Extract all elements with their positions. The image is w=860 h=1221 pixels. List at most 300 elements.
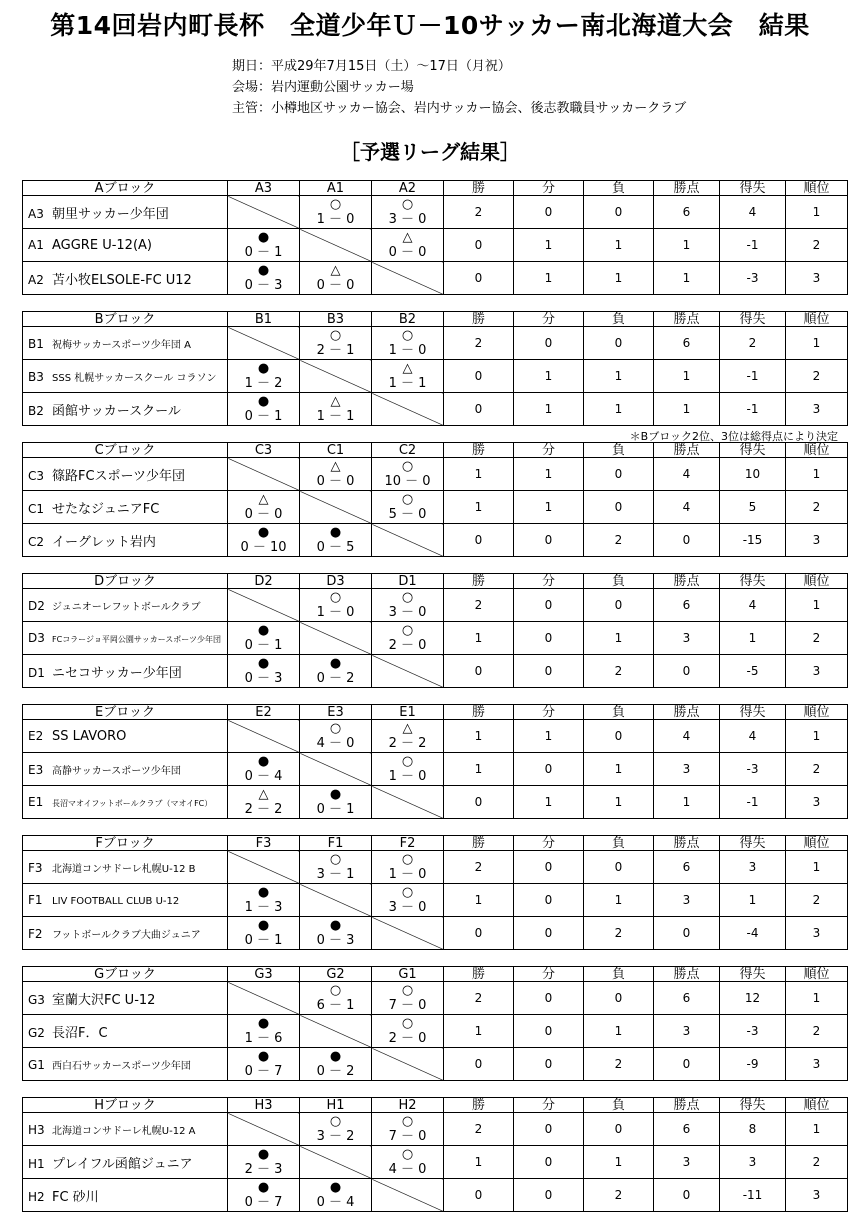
column-team-code: C3 bbox=[228, 443, 300, 458]
stat-value: 1 bbox=[786, 720, 848, 753]
team-code: B1 bbox=[28, 336, 44, 351]
match-score: 0 － 3 bbox=[316, 933, 355, 948]
stat-value: 2 bbox=[584, 655, 654, 688]
team-name: 室蘭大沢FC U-12 bbox=[52, 992, 156, 1008]
stat-value: 0 bbox=[444, 360, 514, 393]
block-name: Gブロック bbox=[23, 967, 228, 982]
team-name: FCコラージョ平岡公園サッカースポーツ少年団 bbox=[52, 635, 221, 644]
league-block bbox=[22, 442, 847, 557]
league-block bbox=[22, 573, 847, 688]
match-result bbox=[372, 1113, 444, 1146]
block-name: Aブロック bbox=[23, 181, 228, 196]
match-result bbox=[228, 884, 300, 917]
team-cell bbox=[23, 458, 228, 491]
match-result bbox=[228, 622, 300, 655]
stat-value: 0 bbox=[654, 1179, 720, 1212]
stat-header: 順位 bbox=[786, 181, 848, 196]
team-code: A3 bbox=[28, 206, 44, 221]
match-result bbox=[300, 262, 372, 295]
stat-value: 1 bbox=[786, 458, 848, 491]
result-mark-icon: ● bbox=[257, 394, 270, 409]
stat-header: 勝点 bbox=[654, 1098, 720, 1113]
match-score: 0 － 1 bbox=[244, 638, 283, 653]
stat-value: 0 bbox=[444, 655, 514, 688]
match-result bbox=[228, 393, 300, 426]
stat-value: 2 bbox=[584, 917, 654, 950]
stat-value: 6 bbox=[654, 1113, 720, 1146]
team-cell bbox=[23, 786, 228, 819]
result-mark-icon: ● bbox=[329, 918, 342, 933]
stat-header: 分 bbox=[514, 443, 584, 458]
team-cell bbox=[23, 1179, 228, 1212]
team-name: SS LAVORO bbox=[52, 728, 127, 744]
result-mark-icon: △ bbox=[330, 263, 341, 278]
stat-value: 1 bbox=[584, 1015, 654, 1048]
stat-value: 3 bbox=[654, 884, 720, 917]
stat-value: 0 bbox=[514, 327, 584, 360]
stat-value: 1 bbox=[654, 360, 720, 393]
match-score: 0 － 4 bbox=[316, 1195, 355, 1210]
stat-value: 1 bbox=[514, 262, 584, 295]
result-mark-icon: ● bbox=[257, 656, 270, 671]
stat-value: 0 bbox=[584, 458, 654, 491]
stat-value: 1 bbox=[720, 622, 786, 655]
match-result bbox=[228, 491, 300, 524]
team-code: C2 bbox=[28, 534, 45, 549]
match-score: 1 － 0 bbox=[316, 212, 355, 227]
team-name: 朝里サッカー少年団 bbox=[52, 206, 169, 222]
team-cell bbox=[23, 917, 228, 950]
stat-value: 2 bbox=[786, 491, 848, 524]
match-result bbox=[300, 982, 372, 1015]
match-result bbox=[228, 1146, 300, 1179]
result-mark-icon: ● bbox=[257, 1016, 270, 1031]
event-organizer: 主管：小樽地区サッカー協会、岩内サッカー協会、後志教職員サッカークラブ bbox=[232, 101, 687, 116]
team-code: D2 bbox=[28, 598, 45, 613]
match-score: 2 － 2 bbox=[244, 802, 283, 817]
match-score: 0 － 0 bbox=[388, 245, 427, 260]
match-score: 2 － 0 bbox=[388, 1031, 427, 1046]
column-team-code: A1 bbox=[300, 181, 372, 196]
stat-header: 負 bbox=[584, 181, 654, 196]
team-row bbox=[23, 982, 848, 1015]
team-code: D3 bbox=[28, 631, 45, 645]
stat-value: 0 bbox=[444, 1179, 514, 1212]
stat-value: 2 bbox=[786, 884, 848, 917]
stat-value: -5 bbox=[720, 655, 786, 688]
stat-value: 3 bbox=[786, 524, 848, 557]
header-row bbox=[23, 443, 848, 458]
team-row bbox=[23, 1015, 848, 1048]
match-score: 10 － 0 bbox=[384, 474, 431, 489]
team-code: A2 bbox=[28, 272, 44, 287]
team-name: FC 砂川 bbox=[52, 1189, 99, 1205]
column-team-code: C1 bbox=[300, 443, 372, 458]
stat-value: 0 bbox=[514, 524, 584, 557]
team-name: SSS 札幌サッカースクール コラソン bbox=[52, 372, 217, 384]
team-cell bbox=[23, 491, 228, 524]
column-team-code: B1 bbox=[228, 312, 300, 327]
stat-value: 0 bbox=[514, 196, 584, 229]
match-score: 0 － 2 bbox=[316, 671, 355, 686]
team-name: AGGRE U-12(A) bbox=[52, 237, 152, 253]
stat-value: 1 bbox=[786, 982, 848, 1015]
stat-header: 勝点 bbox=[654, 705, 720, 720]
stat-header: 勝 bbox=[444, 705, 514, 720]
column-team-code: F3 bbox=[228, 836, 300, 851]
match-result bbox=[228, 655, 300, 688]
stat-value: 6 bbox=[654, 851, 720, 884]
self-match-cell bbox=[300, 1146, 372, 1179]
match-score: 0 － 10 bbox=[240, 540, 287, 555]
stat-value: 0 bbox=[514, 1113, 584, 1146]
match-result bbox=[372, 622, 444, 655]
self-match-cell bbox=[228, 589, 300, 622]
stat-value: 0 bbox=[514, 851, 584, 884]
stat-value: 6 bbox=[654, 589, 720, 622]
stat-value: 3 bbox=[786, 655, 848, 688]
result-mark-icon: △ bbox=[330, 394, 341, 409]
stat-value: 2 bbox=[584, 524, 654, 557]
result-mark-icon: ● bbox=[257, 1049, 270, 1064]
result-mark-icon: △ bbox=[330, 459, 341, 474]
team-row bbox=[23, 393, 848, 426]
stat-header: 負 bbox=[584, 967, 654, 982]
self-match-cell bbox=[372, 655, 444, 688]
stat-value: 0 bbox=[514, 622, 584, 655]
stat-header: 勝点 bbox=[654, 836, 720, 851]
column-team-code: B2 bbox=[372, 312, 444, 327]
team-name: LIV FOOTBALL CLUB U-12 bbox=[52, 896, 180, 907]
stat-value: 1 bbox=[786, 589, 848, 622]
stat-value: 3 bbox=[786, 1048, 848, 1081]
match-score: 0 － 7 bbox=[244, 1064, 283, 1079]
result-mark-icon: △ bbox=[402, 361, 413, 376]
stat-value: 4 bbox=[654, 491, 720, 524]
match-result bbox=[300, 720, 372, 753]
stat-value: 10 bbox=[720, 458, 786, 491]
stat-value: -15 bbox=[720, 524, 786, 557]
column-team-code: D1 bbox=[372, 574, 444, 589]
stat-value: -4 bbox=[720, 917, 786, 950]
section-title: ［予選リーグ結果］ bbox=[340, 140, 520, 164]
stat-value: 1 bbox=[584, 786, 654, 819]
column-team-code: G1 bbox=[372, 967, 444, 982]
stat-header: 勝点 bbox=[654, 967, 720, 982]
match-result bbox=[300, 393, 372, 426]
team-code: H3 bbox=[28, 1122, 45, 1137]
match-result bbox=[300, 786, 372, 819]
result-mark-icon: ○ bbox=[401, 852, 414, 867]
column-team-code: A2 bbox=[372, 181, 444, 196]
result-mark-icon: ● bbox=[329, 1180, 342, 1195]
match-score: 2 － 1 bbox=[316, 343, 355, 358]
stat-header: 負 bbox=[584, 312, 654, 327]
stat-value: 0 bbox=[444, 786, 514, 819]
stat-value: 1 bbox=[444, 622, 514, 655]
team-name: イーグレット岩内 bbox=[52, 534, 156, 550]
stat-value: 1 bbox=[514, 229, 584, 262]
team-cell bbox=[23, 229, 228, 262]
match-score: 5 － 0 bbox=[388, 507, 427, 522]
match-score: 1 － 6 bbox=[244, 1031, 283, 1046]
stat-header: 得失 bbox=[720, 1098, 786, 1113]
stat-value: 2 bbox=[444, 327, 514, 360]
result-mark-icon: ● bbox=[257, 361, 270, 376]
stat-value: 3 bbox=[786, 1179, 848, 1212]
stat-value: 1 bbox=[786, 327, 848, 360]
stat-header: 負 bbox=[584, 836, 654, 851]
self-match-cell bbox=[300, 622, 372, 655]
result-mark-icon: ● bbox=[329, 525, 342, 540]
league-block bbox=[22, 311, 847, 426]
team-cell bbox=[23, 655, 228, 688]
match-score: 1 － 0 bbox=[388, 867, 427, 882]
stat-value: 6 bbox=[654, 982, 720, 1015]
result-mark-icon: ● bbox=[257, 525, 270, 540]
stat-value: 4 bbox=[654, 720, 720, 753]
stat-value: 0 bbox=[514, 1179, 584, 1212]
team-cell bbox=[23, 196, 228, 229]
column-team-code: B3 bbox=[300, 312, 372, 327]
stat-value: 3 bbox=[786, 262, 848, 295]
match-result bbox=[300, 524, 372, 557]
column-team-code: H2 bbox=[372, 1098, 444, 1113]
match-result bbox=[228, 1179, 300, 1212]
match-result bbox=[300, 196, 372, 229]
header-row bbox=[23, 181, 848, 196]
league-table bbox=[22, 966, 848, 1081]
self-match-cell bbox=[300, 753, 372, 786]
match-result bbox=[228, 786, 300, 819]
stat-header: 順位 bbox=[786, 967, 848, 982]
stat-value: 0 bbox=[654, 524, 720, 557]
team-row bbox=[23, 720, 848, 753]
team-row bbox=[23, 622, 848, 655]
match-result bbox=[372, 1015, 444, 1048]
match-result bbox=[300, 917, 372, 950]
team-row bbox=[23, 917, 848, 950]
stat-value: 1 bbox=[786, 196, 848, 229]
stat-value: 6 bbox=[654, 196, 720, 229]
team-cell bbox=[23, 753, 228, 786]
stat-value: 3 bbox=[654, 1146, 720, 1179]
team-cell bbox=[23, 982, 228, 1015]
team-row bbox=[23, 1146, 848, 1179]
team-name: 函館サッカースクール bbox=[52, 403, 181, 419]
result-mark-icon: ● bbox=[329, 787, 342, 802]
match-result bbox=[372, 458, 444, 491]
self-match-cell bbox=[372, 524, 444, 557]
team-code: H1 bbox=[28, 1156, 45, 1171]
stat-value: 5 bbox=[720, 491, 786, 524]
match-score: 1 － 2 bbox=[244, 376, 283, 391]
stat-value: -1 bbox=[720, 393, 786, 426]
league-table bbox=[22, 311, 848, 426]
team-cell bbox=[23, 393, 228, 426]
stat-header: 得失 bbox=[720, 574, 786, 589]
team-cell bbox=[23, 1146, 228, 1179]
stat-header: 負 bbox=[584, 443, 654, 458]
team-row bbox=[23, 1048, 848, 1081]
match-result bbox=[300, 589, 372, 622]
result-mark-icon: ● bbox=[329, 656, 342, 671]
self-match-cell bbox=[228, 1113, 300, 1146]
team-code: C1 bbox=[28, 501, 45, 516]
stat-value: 1 bbox=[514, 360, 584, 393]
match-result bbox=[372, 491, 444, 524]
match-score: 0 － 3 bbox=[244, 278, 283, 293]
team-name: ジュニオーレフットボールクラブ bbox=[52, 601, 201, 613]
self-match-cell bbox=[228, 196, 300, 229]
stat-value: 2 bbox=[786, 1146, 848, 1179]
stat-header: 勝点 bbox=[654, 181, 720, 196]
self-match-cell bbox=[372, 262, 444, 295]
result-mark-icon: ○ bbox=[329, 721, 342, 736]
stat-value: -3 bbox=[720, 1015, 786, 1048]
team-cell bbox=[23, 1048, 228, 1081]
stat-value: 1 bbox=[654, 262, 720, 295]
match-score: 0 － 1 bbox=[244, 933, 283, 948]
result-mark-icon: ● bbox=[257, 263, 270, 278]
stat-value: 1 bbox=[786, 851, 848, 884]
stat-value: 1 bbox=[584, 1146, 654, 1179]
match-result bbox=[372, 1146, 444, 1179]
match-score: 3 － 0 bbox=[388, 900, 427, 915]
match-result bbox=[228, 360, 300, 393]
stat-value: 1 bbox=[654, 393, 720, 426]
match-score: 0 － 1 bbox=[316, 802, 355, 817]
stat-value: 0 bbox=[654, 1048, 720, 1081]
match-result bbox=[228, 1048, 300, 1081]
match-score: 1 － 0 bbox=[388, 343, 427, 358]
match-score: 7 － 0 bbox=[388, 998, 427, 1013]
self-match-cell bbox=[300, 491, 372, 524]
league-table bbox=[22, 835, 848, 950]
result-mark-icon: ● bbox=[257, 1147, 270, 1162]
league-block bbox=[22, 180, 847, 295]
stat-value: -11 bbox=[720, 1179, 786, 1212]
stat-header: 得失 bbox=[720, 836, 786, 851]
league-block bbox=[22, 704, 847, 819]
stat-value: 3 bbox=[786, 393, 848, 426]
stat-value: 12 bbox=[720, 982, 786, 1015]
stat-value: 0 bbox=[584, 491, 654, 524]
stat-value: 1 bbox=[720, 884, 786, 917]
team-name: 北海道コンサドーレ札幌U-12 A bbox=[52, 1125, 196, 1137]
team-code: H2 bbox=[28, 1189, 45, 1204]
team-row bbox=[23, 884, 848, 917]
match-result bbox=[300, 851, 372, 884]
stat-value: 0 bbox=[444, 1048, 514, 1081]
result-mark-icon: ○ bbox=[401, 1016, 414, 1031]
team-name: 苫小牧ELSOLE-FC U12 bbox=[52, 272, 192, 288]
stat-value: 4 bbox=[720, 589, 786, 622]
stat-header: 勝 bbox=[444, 312, 514, 327]
team-code: C3 bbox=[28, 468, 45, 483]
stat-header: 順位 bbox=[786, 705, 848, 720]
match-result bbox=[300, 655, 372, 688]
stat-value: 0 bbox=[444, 393, 514, 426]
stat-header: 勝点 bbox=[654, 574, 720, 589]
league-block bbox=[22, 1097, 847, 1212]
match-score: 1 － 0 bbox=[316, 605, 355, 620]
match-score: 0 － 7 bbox=[244, 1195, 283, 1210]
result-mark-icon: ● bbox=[257, 230, 270, 245]
header-row bbox=[23, 705, 848, 720]
stat-value: 0 bbox=[654, 917, 720, 950]
team-code: F2 bbox=[28, 926, 43, 941]
stat-value: 1 bbox=[444, 458, 514, 491]
stat-value: -1 bbox=[720, 786, 786, 819]
stat-value: 0 bbox=[514, 1015, 584, 1048]
column-team-code: E2 bbox=[228, 705, 300, 720]
stat-value: 0 bbox=[444, 524, 514, 557]
match-score: 1 － 0 bbox=[388, 769, 427, 784]
stat-value: 1 bbox=[444, 1015, 514, 1048]
result-mark-icon: ○ bbox=[329, 1114, 342, 1129]
stat-value: 1 bbox=[654, 786, 720, 819]
team-code: B2 bbox=[28, 403, 44, 418]
stat-value: 1 bbox=[514, 458, 584, 491]
team-row bbox=[23, 1179, 848, 1212]
team-row bbox=[23, 360, 848, 393]
match-result bbox=[228, 229, 300, 262]
column-team-code: F1 bbox=[300, 836, 372, 851]
match-score: 7 － 0 bbox=[388, 1129, 427, 1144]
stat-header: 負 bbox=[584, 1098, 654, 1113]
stat-value: 0 bbox=[514, 589, 584, 622]
stat-value: -3 bbox=[720, 753, 786, 786]
result-mark-icon: ● bbox=[257, 623, 270, 638]
stat-value: 0 bbox=[514, 1048, 584, 1081]
team-cell bbox=[23, 589, 228, 622]
stat-value: 1 bbox=[584, 229, 654, 262]
stat-header: 勝 bbox=[444, 967, 514, 982]
stat-value: 1 bbox=[584, 753, 654, 786]
stat-header: 負 bbox=[584, 705, 654, 720]
header-row bbox=[23, 836, 848, 851]
stat-header: 順位 bbox=[786, 312, 848, 327]
league-block bbox=[22, 966, 847, 1081]
result-mark-icon: ○ bbox=[401, 885, 414, 900]
team-row bbox=[23, 851, 848, 884]
stat-value: 1 bbox=[514, 720, 584, 753]
team-name: 西白石サッカースポーツ少年団 bbox=[52, 1060, 191, 1072]
stat-header: 分 bbox=[514, 836, 584, 851]
self-match-cell bbox=[300, 229, 372, 262]
match-score: 0 － 5 bbox=[316, 540, 355, 555]
stat-value: 0 bbox=[444, 917, 514, 950]
league-table bbox=[22, 573, 848, 688]
match-result bbox=[372, 229, 444, 262]
self-match-cell bbox=[372, 1179, 444, 1212]
team-cell bbox=[23, 327, 228, 360]
match-result bbox=[372, 720, 444, 753]
team-cell bbox=[23, 1015, 228, 1048]
match-result bbox=[300, 327, 372, 360]
stat-value: 2 bbox=[444, 196, 514, 229]
self-match-cell bbox=[372, 1048, 444, 1081]
column-team-code: H3 bbox=[228, 1098, 300, 1113]
result-mark-icon: ○ bbox=[401, 492, 414, 507]
team-row bbox=[23, 753, 848, 786]
stat-value: 2 bbox=[444, 851, 514, 884]
stat-header: 勝 bbox=[444, 574, 514, 589]
team-row bbox=[23, 491, 848, 524]
match-score: 0 － 0 bbox=[316, 278, 355, 293]
stat-value: 0 bbox=[514, 655, 584, 688]
